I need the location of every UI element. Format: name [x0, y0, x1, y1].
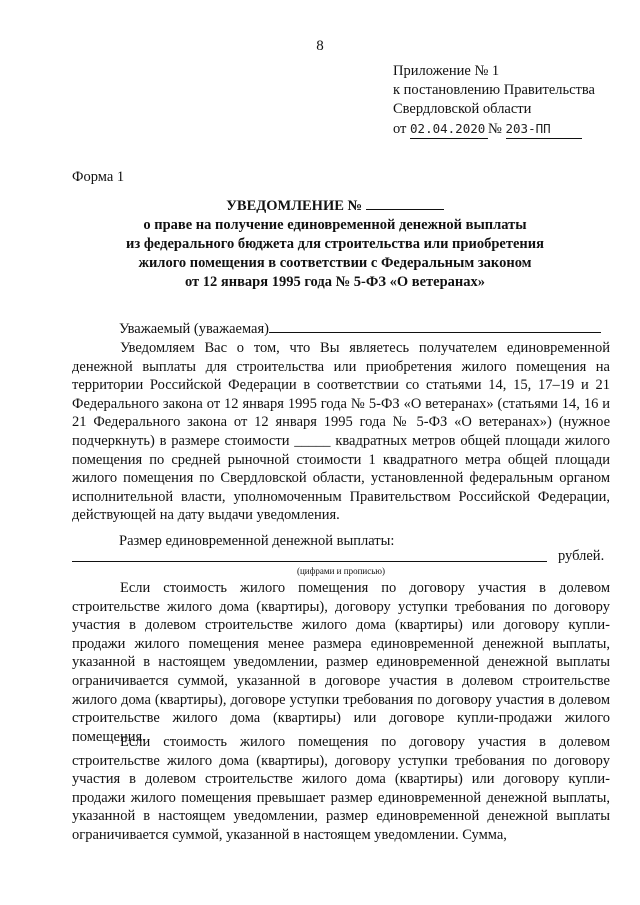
page-number: 8: [316, 38, 324, 54]
recipient-name-blank: [269, 320, 601, 333]
appendix-date-line: [393, 119, 595, 139]
paragraph-exceeds: Если стоимость жилого помещения по договору участия в долевом строительстве жилого дома (квартиры), договору уступки требования по договору участия в долевом строительстве жилого дома (квартиры) или договору купли-продажи жилого помещения превышает размер единовременной денежной выплаты, указанной в настоящем уведомлении, размер единовременной денежной выплаты ограничивается суммой, указанной в настоящем уведомлении. Сумма,: [72, 734, 610, 843]
title-line-3: из федерального бюджета для строительства или приобретения: [126, 236, 544, 252]
amount-blank-line: [72, 561, 547, 562]
paragraph-notification: Уведомляем Вас о том, что Вы являетесь получателем единовременной денежной выплаты для строительства или приобретения жилого помещения на территории Российской Федерации в соответствии со статьями 14, 15, 17–19 и 21 Федерального закона от 12 января 1995 года № 5-ФЗ «О ветеранах» (статьями 14, 16 и 21 Федерального закона от 12 января 1995 года № 5-ФЗ «О ветеранах») (нужное подчеркнуть) в размере стоимости _____ квадратных метров общей площади жилого помещения по средней рыночной стоимости 1 квадратного метра общей площади жилого помещения по Свердловской области, установленной федеральным органом исполнительной власти, уполномоченным Правительством Российской Федерации, действующей на дату выдачи уведомления.: [72, 340, 610, 524]
title-line-1: УВЕДОМЛЕНИЕ №: [60, 197, 610, 216]
currency-label: рублей.: [558, 548, 605, 564]
appendix-block: [393, 62, 595, 139]
paragraph-less-than: Если стоимость жилого помещения по договору участия в долевом строительстве жилого дома (квартиры), договору уступки требования по договору участия в долевом строительстве жилого дома (квартиры) или договору купли-продажи жилого помещения менее размера единовременной денежной выплаты, указанной в настоящем уведомлении, размер единовременной денежной выплаты ограничивается суммой, указанной в договоре участия в долевом строительстве жилого дома (квартиры), договоре уступки требования по договору участия в долевом строительстве жилого дома (квартиры) или договоре купли-продажи жилого помещения.: [72, 580, 610, 745]
amount-label: Размер единовременной денежной выплаты:: [119, 533, 395, 549]
greeting: [119, 320, 601, 338]
appendix-line-1: Приложение № 1: [393, 63, 500, 79]
title-line-2: о праве на получение единовременной денежной выплаты: [143, 217, 527, 233]
amount-caption: (цифрами и прописью): [296, 566, 386, 576]
title-line-4: жилого помещения в соответствии с Федеральным законом: [138, 255, 532, 271]
amount-field: [72, 548, 610, 568]
number-prefix: №: [488, 121, 502, 137]
form-label: Форма 1: [72, 169, 125, 185]
notice-number-blank: [366, 197, 444, 210]
resolution-number: 203-ПП: [506, 119, 582, 139]
resolution-date: 02.04.2020: [410, 119, 488, 139]
greeting-text: Уважаемый (уважаемая): [119, 321, 269, 337]
notice-title: [60, 197, 610, 292]
appendix-line-2: к постановлению Правительства: [393, 82, 595, 98]
appendix-line-3: Свердловской области: [393, 101, 532, 117]
title-line-5: от 12 января 1995 года № 5-ФЗ «О ветеранах»: [184, 274, 486, 290]
date-prefix: от: [393, 121, 407, 137]
